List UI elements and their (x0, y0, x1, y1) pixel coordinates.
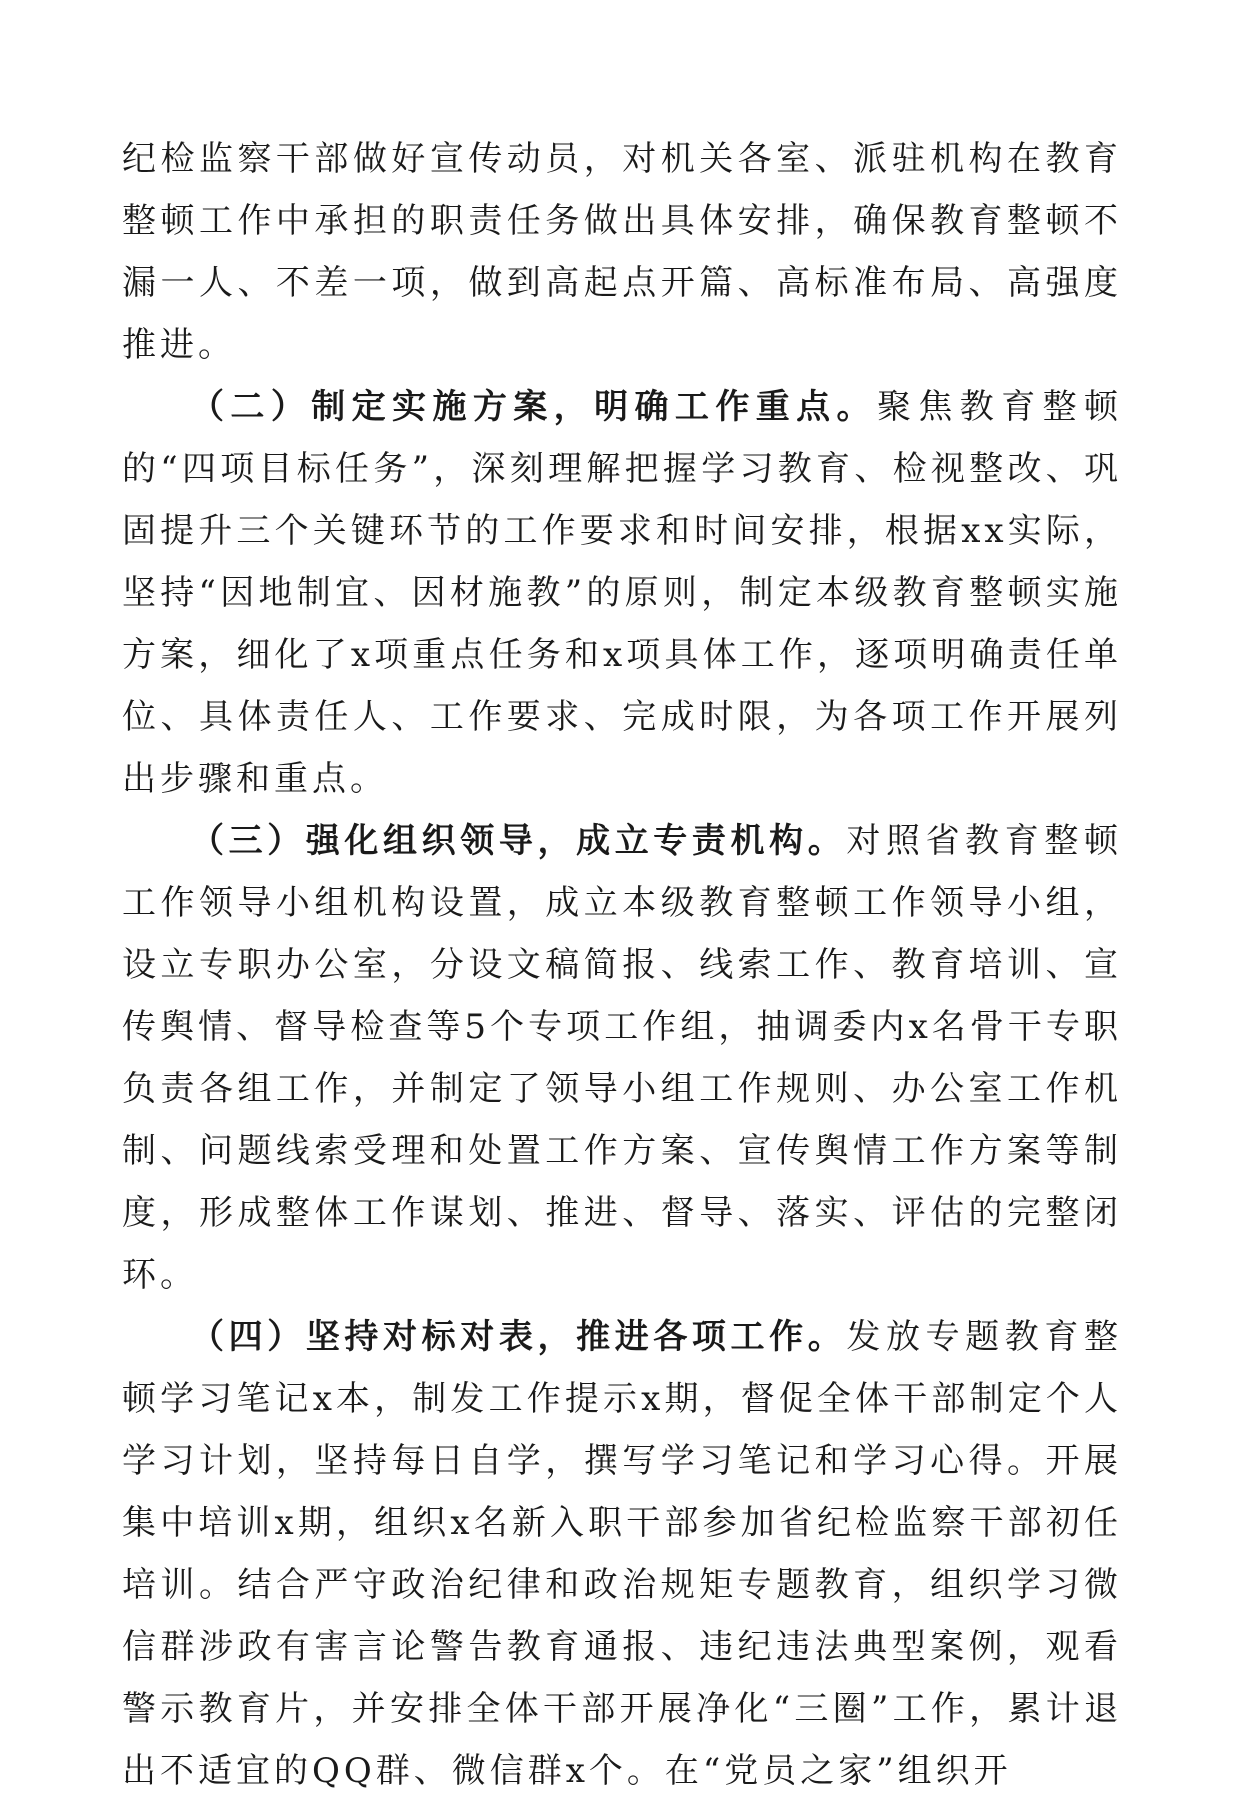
document-body (122, 128, 1122, 1802)
section-heading: （三）强化组织领导，成立专责机构。 (190, 821, 847, 861)
paragraph-section-3 (122, 810, 1122, 1306)
paragraph-section-2 (122, 376, 1122, 810)
paragraph-continuation (122, 128, 1122, 376)
paragraph-section-4 (122, 1306, 1122, 1802)
section-heading: （二）制定实施方案，明确工作重点。 (190, 387, 877, 427)
section-heading: （四）坚持对标对表，推进各项工作。 (190, 1317, 847, 1357)
paragraph-text: 纪检监察干部做好宣传动员，对机关各室、派驻机构在教育整顿工作中承担的职责任务做出具体安排，确保教育整顿不漏一人、不差一项，做到高起点开篇、高标准布局、高强度推进。 (122, 139, 1122, 365)
paragraph-text: 发放专题教育整顿学习笔记x本，制发工作提示x期，督促全体干部制定个人学习计划，坚持每日自学，撰写学习笔记和学习心得。开展集中培训x期，组织x名新入职干部参加省纪检监察干部初任培训。结合严守政治纪律和政治规矩专题教育，组织学习微信群涉政有害言论警告教育通报、违纪违法典型案例，观看警示教育片，并安排全体干部开展净化“三圈”工作，累计退出不适宜的QQ群、微信群x个。在“党员之家”组织开 (122, 1317, 1123, 1791)
paragraph-text: 聚焦教育整顿的“四项目标任务”，深刻理解把握学习教育、检视整改、巩固提升三个关键环节的工作要求和时间安排，根据xx实际，坚持“因地制宜、因材施教”的原则，制定本级教育整顿实施方案，细化了x项重点任务和x项具体工作，逐项明确责任单位、具体责任人、工作要求、完成时限，为各项工作开展列出步骤和重点。 (122, 387, 1123, 799)
paragraph-text: 对照省教育整顿工作领导小组机构设置，成立本级教育整顿工作领导小组，设立专职办公室，分设文稿简报、线索工作、教育培训、宣传舆情、督导检查等5个专项工作组，抽调委内x名骨干专职负责各组工作，并制定了领导小组工作规则、办公室工作机制、问题线索受理和处置工作方案、宣传舆情工作方案等制度，形成整体工作谋划、推进、督导、落实、评估的完整闭环。 (122, 821, 1123, 1295)
